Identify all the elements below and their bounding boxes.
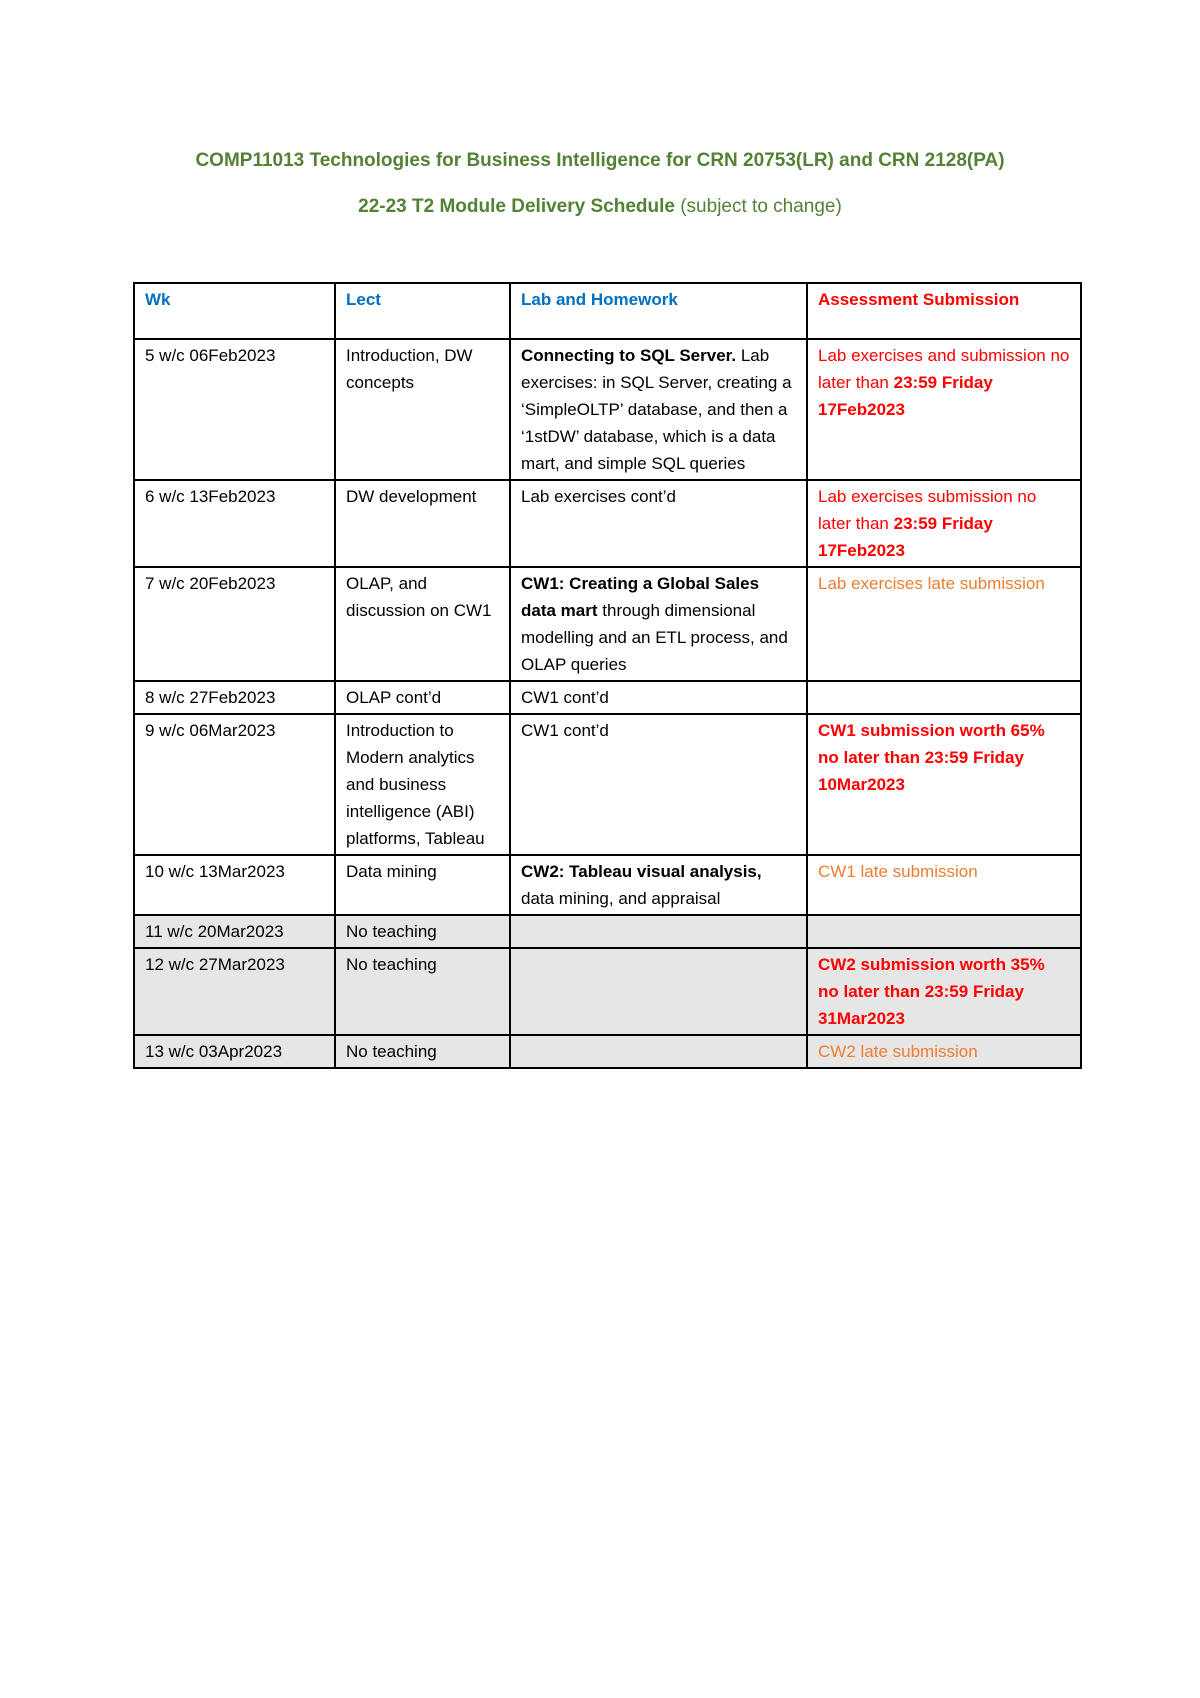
cell-lab — [510, 339, 807, 480]
cell-lab — [510, 915, 807, 948]
cell-lect: DW development — [335, 480, 510, 567]
cell-lab — [510, 567, 807, 681]
cell-assessment — [807, 681, 1081, 714]
cell-wk: 7 w/c 20Feb2023 — [134, 567, 335, 681]
table-row — [134, 567, 1081, 681]
header-assessment: Assessment Submission — [807, 283, 1081, 339]
cell-lect: Data mining — [335, 855, 510, 915]
table-row — [134, 480, 1081, 567]
header-wk: Wk — [134, 283, 335, 339]
header-lab: Lab and Homework — [510, 283, 807, 339]
cell-lect: No teaching — [335, 915, 510, 948]
cell-wk: 5 w/c 06Feb2023 — [134, 339, 335, 480]
lab-bold-text: Connecting to SQL Server. — [521, 346, 737, 365]
cell-lab: CW1 cont’d — [510, 714, 807, 855]
subtitle-note: (subject to change) — [680, 196, 842, 217]
cell-lab — [510, 855, 807, 915]
table-header-row — [134, 283, 1081, 339]
table-row — [134, 1035, 1081, 1068]
cell-wk: 6 w/c 13Feb2023 — [134, 480, 335, 567]
cell-lect: Introduction, DW concepts — [335, 339, 510, 480]
cell-lect: OLAP cont’d — [335, 681, 510, 714]
table-row — [134, 915, 1081, 948]
lab-text: data mining, and appraisal — [521, 889, 721, 908]
assessment-deadline: CW2 submission worth 35% no later than 23:59 — [818, 955, 1045, 1001]
cell-assessment: CW1 late submission — [807, 855, 1081, 915]
document-subtitle — [0, 196, 1200, 218]
cell-lab — [510, 1035, 807, 1068]
schedule-table — [133, 282, 1082, 1069]
table-row — [134, 339, 1081, 480]
assessment-text: Lab exercises submission no later than — [818, 487, 1037, 533]
lab-bold-text: CW1: Creating a Global Sales data mart — [521, 574, 760, 620]
table-row — [134, 681, 1081, 714]
cell-lab: Lab exercises cont’d — [510, 480, 807, 567]
cell-lab — [510, 948, 807, 1035]
assessment-deadline: CW1 submission worth 65% no later than 23:59 — [818, 721, 1045, 767]
cell-assessment: Lab exercises late submission — [807, 567, 1081, 681]
assessment-text: Lab exercises and submission no later than — [818, 346, 1070, 392]
assessment-date: Friday 10Mar2023 — [818, 748, 1024, 794]
cell-assessment: CW2 late submission — [807, 1035, 1081, 1068]
cell-assessment — [807, 948, 1081, 1035]
assessment-date: Friday 31Mar2023 — [818, 982, 1024, 1028]
lab-text: through dimensional modelling and an ETL process, and OLAP queries — [521, 601, 788, 674]
cell-assessment — [807, 915, 1081, 948]
cell-assessment — [807, 480, 1081, 567]
cell-lab: CW1 cont’d — [510, 681, 807, 714]
table-row — [134, 948, 1081, 1035]
header-lect: Lect — [335, 283, 510, 339]
cell-wk: 10 w/c 13Mar2023 — [134, 855, 335, 915]
assessment-deadline: 23:59 Friday 17Feb2023 — [818, 373, 993, 419]
cell-wk: 13 w/c 03Apr2023 — [134, 1035, 335, 1068]
cell-wk: 11 w/c 20Mar2023 — [134, 915, 335, 948]
lab-text: Lab exercises: in SQL Server, creating a ‘SimpleOLTP’ database, and then a ‘1stDW’ database, which is a data mart, and simple SQL queries — [521, 346, 792, 473]
cell-assessment — [807, 339, 1081, 480]
table-row — [134, 714, 1081, 855]
cell-lect: OLAP, and discussion on CW1 — [335, 567, 510, 681]
document-title: COMP11013 Technologies for Business Intelligence for CRN 20753(LR) and CRN 2128(PA) — [195, 150, 1005, 171]
table-row — [134, 855, 1081, 915]
assessment-deadline: 23:59 Friday 17Feb2023 — [818, 514, 993, 560]
cell-lect: No teaching — [335, 948, 510, 1035]
lab-bold-text: CW2: Tableau visual analysis, — [521, 862, 762, 881]
cell-wk: 9 w/c 06Mar2023 — [134, 714, 335, 855]
cell-wk: 8 w/c 27Feb2023 — [134, 681, 335, 714]
subtitle-main: 22-23 T2 Module Delivery Schedule — [358, 196, 675, 217]
cell-lect: No teaching — [335, 1035, 510, 1068]
cell-lect: Introduction to Modern analytics and business intelligence (ABI) platforms, Tableau — [335, 714, 510, 855]
cell-wk: 12 w/c 27Mar2023 — [134, 948, 335, 1035]
cell-assessment — [807, 714, 1081, 855]
